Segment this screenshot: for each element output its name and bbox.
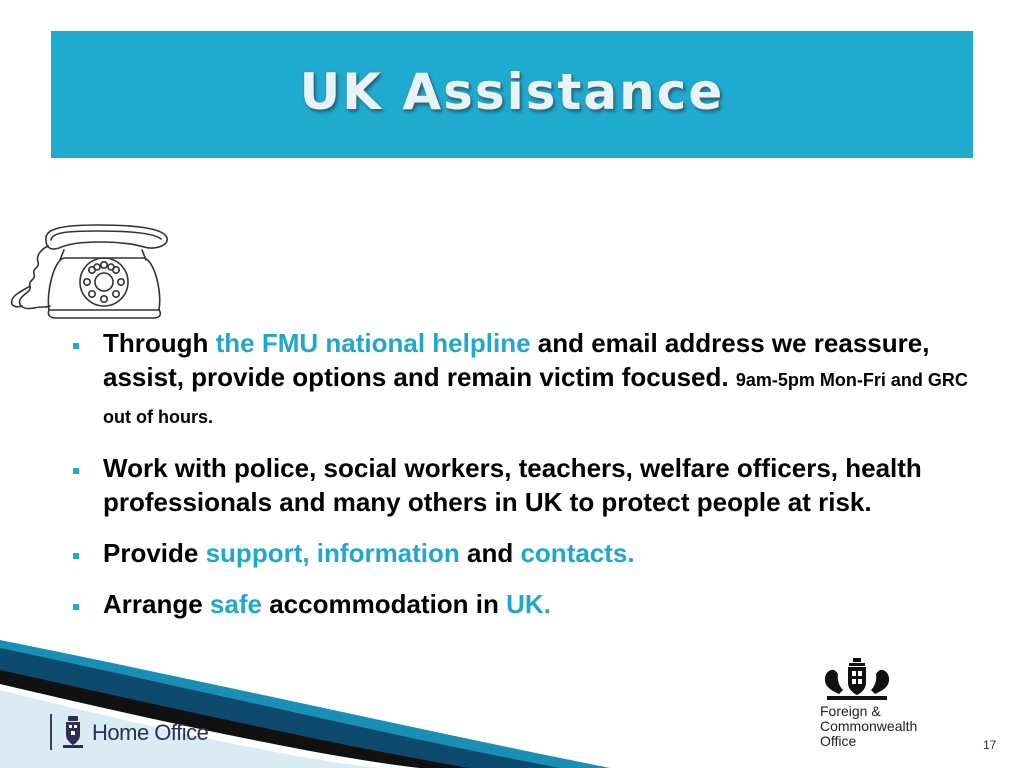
- fco-logo: [814, 656, 974, 751]
- bullet-text: [103, 326, 968, 434]
- bullet-square-icon: [73, 468, 79, 474]
- bullet-item: [68, 587, 968, 621]
- bullet-square-icon: [73, 604, 79, 610]
- rotary-telephone-icon: [4, 220, 172, 320]
- bullet-square-icon: [73, 553, 79, 559]
- body-text: and: [459, 538, 521, 568]
- royal-coat-of-arms-icon: [819, 656, 895, 702]
- home-office-label: Home Office: [92, 720, 209, 745]
- title-banner: [51, 31, 973, 158]
- bullet-text: [103, 451, 968, 519]
- highlighted-text: UK.: [506, 589, 551, 619]
- logo-divider: [50, 714, 52, 750]
- highlighted-text: contacts.: [520, 538, 635, 568]
- slide-title: UK Assistance: [299, 62, 725, 121]
- page-number: 17: [983, 738, 997, 752]
- bullet-square-icon: [73, 343, 79, 349]
- highlighted-text: the FMU national helpline: [215, 328, 531, 358]
- highlighted-text: safe: [209, 589, 262, 619]
- body-text: and email address we reassure, assist, provide options and remain victim focused.: [103, 328, 930, 392]
- bullet-item: [68, 451, 968, 519]
- body-text: Work with police, social workers, teachers, welfare officers, health professionals and many others in UK to protect people at risk.: [103, 453, 922, 517]
- bullet-text: [103, 587, 968, 621]
- home-office-logo: [50, 712, 250, 752]
- body-text: Provide: [103, 538, 206, 568]
- fco-label: Foreign & Commonwealth Office: [820, 703, 918, 749]
- bullet-list: [68, 326, 968, 638]
- hours-note: 9am-5pm Mon-Fri and GRC out of hours.: [103, 370, 968, 427]
- body-text: Through: [103, 328, 216, 358]
- bullet-text: [103, 536, 968, 570]
- bullet-item: [68, 326, 968, 434]
- body-text: Arrange: [103, 589, 210, 619]
- royal-crest-icon: [60, 715, 86, 749]
- highlighted-text: support, information: [205, 538, 460, 568]
- bullet-item: [68, 536, 968, 570]
- body-text: accommodation in: [261, 589, 507, 619]
